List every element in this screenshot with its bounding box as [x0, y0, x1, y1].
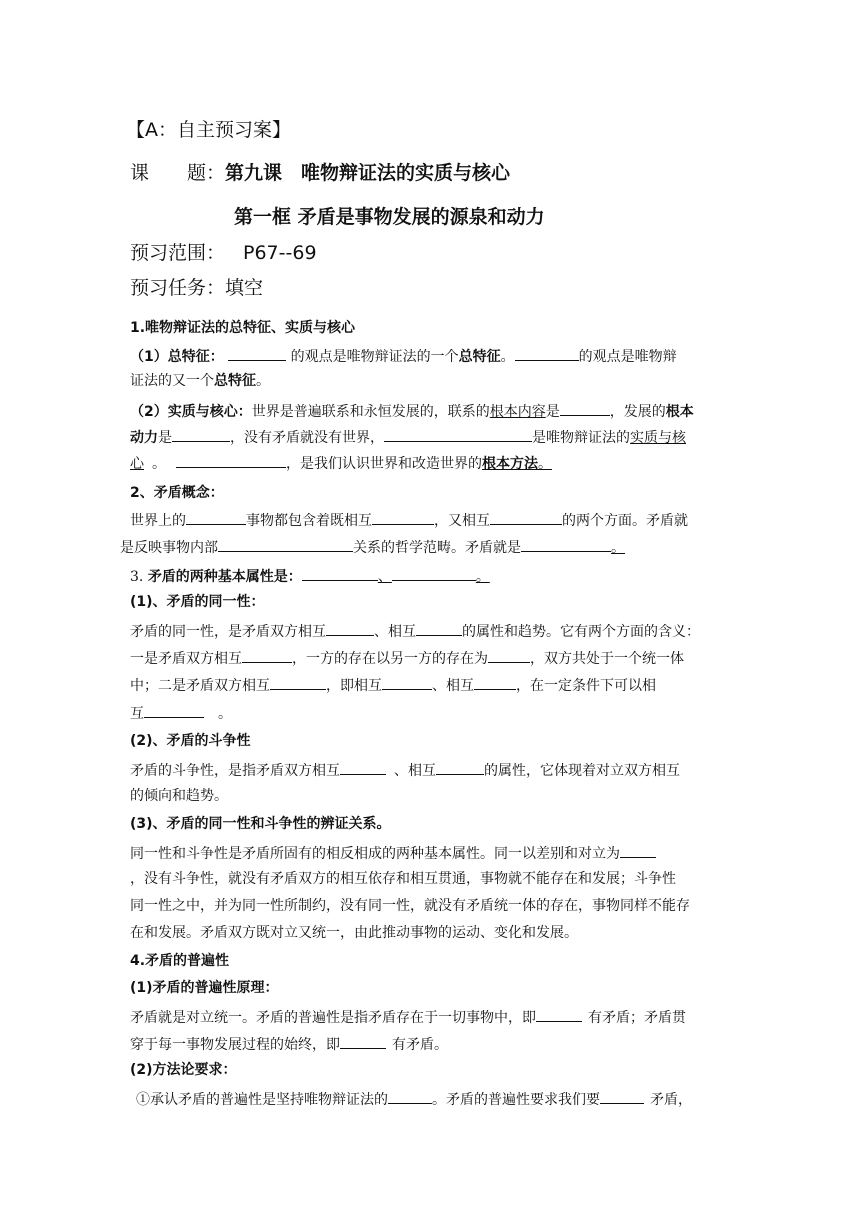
s4-o2: [130, 1033, 448, 1055]
section-2-title: 2、矛盾概念：: [130, 485, 224, 501]
blank[interactable]: [560, 400, 610, 416]
blank[interactable]: [474, 674, 516, 690]
blank[interactable]: [326, 620, 374, 636]
text: 证法的又一个: [130, 373, 214, 389]
text: 、相互: [432, 678, 474, 694]
s3-l1: [130, 620, 700, 642]
text: 是: [545, 404, 560, 420]
frame-title: 第一框 矛盾是事物发展的源泉和动力: [234, 206, 545, 228]
task-line: 预习任务：填空: [130, 277, 264, 299]
text: ①承认矛盾的普遍性是坚持唯物辩证法的: [136, 1092, 388, 1108]
course-line: [130, 160, 510, 186]
blank[interactable]: [176, 452, 286, 468]
blank[interactable]: [186, 509, 246, 525]
text: 中；二是矛盾双方相互: [130, 678, 270, 694]
blank[interactable]: [340, 759, 386, 775]
text: ，双方共处于一个统一体: [530, 651, 684, 667]
text: 的观点是唯物辩: [578, 349, 677, 365]
text: 的观点是唯物辩证法的一个: [290, 349, 459, 365]
s4-sub2: (2)方法论要求：: [130, 1062, 237, 1078]
text: 有矛盾；矛盾贯: [588, 1010, 686, 1026]
text: 矛盾的同一性，是矛盾双方相互: [130, 624, 326, 640]
s4-o1: [130, 1006, 686, 1028]
s1-para2-line2: [130, 426, 686, 448]
blank[interactable]: [620, 842, 656, 858]
blank[interactable]: [340, 1033, 386, 1049]
text: 。: [218, 706, 232, 722]
text: 的属性，它体现着对立双方相互: [484, 763, 680, 779]
blank[interactable]: [436, 759, 484, 775]
course-label: 课 题：: [130, 162, 226, 184]
bold-term: 动力: [130, 430, 158, 446]
blank[interactable]: [270, 674, 326, 690]
s3-l4: [130, 702, 232, 724]
blank[interactable]: [172, 426, 230, 442]
text: 是: [158, 430, 172, 446]
blank[interactable]: [521, 536, 611, 552]
section-1-title: 1.唯物辩证法的总特征、实质与核心: [130, 320, 356, 336]
blank[interactable]: [488, 647, 530, 663]
blank[interactable]: [382, 674, 432, 690]
underlined-term: 实质与核: [630, 430, 686, 446]
course-title: 第九课 唯物辩证法的实质与核心: [225, 162, 511, 184]
text: 世界上的: [130, 513, 186, 529]
s1-para2-line1: [130, 400, 694, 422]
text: ，发展的: [609, 404, 666, 420]
section-3-title: [130, 565, 490, 587]
range-value: P67--69: [243, 242, 317, 264]
text: 是唯物辩证法的: [532, 430, 630, 446]
text: ，没有矛盾就没有世界，: [230, 430, 384, 446]
text: ，即相互: [326, 678, 382, 694]
text: 的属性和趋势。它有两个方面的含义：: [462, 624, 700, 640]
range-line: [130, 240, 317, 266]
text: 、: [377, 569, 392, 585]
s3-sub2: (2)、矛盾的斗争性: [130, 733, 251, 749]
text: ，一方的存在以另一方的存在为: [292, 651, 488, 667]
text: ，是我们认识世界和改造世界的: [286, 456, 482, 472]
text: 。: [152, 456, 166, 472]
s3-l2: [130, 647, 684, 669]
s4-sub1: (1)矛盾的普遍性原理：: [130, 980, 279, 996]
text: 穿于每一事物发展过程的始终，即: [130, 1037, 340, 1053]
text: 矛盾，: [650, 1092, 692, 1108]
bold-term: 总特征: [214, 373, 256, 389]
blank[interactable]: [228, 345, 286, 361]
text: 、相互: [394, 763, 436, 779]
text: 。: [256, 373, 270, 389]
section-4-title: 4.矛盾的普遍性: [130, 953, 230, 969]
blank[interactable]: [372, 509, 434, 525]
s3-l3: [130, 674, 656, 696]
s3-sub3: (3)、矛盾的同一性和斗争性的辨证关系。: [130, 816, 391, 832]
text: 一是矛盾双方相互: [130, 651, 242, 667]
blank[interactable]: [302, 565, 378, 581]
bold-term: 根本方法: [482, 456, 538, 472]
text: 矛盾就是对立统一。矛盾的普遍性是指矛盾存在于一切事物中，即: [130, 1010, 536, 1026]
text: 同一性和斗争性是矛盾所固有的相反相成的两种基本属性。同一以差别和对立为: [130, 846, 620, 862]
section-tag: 【A：自主预习案】: [126, 119, 291, 141]
s3-m2: 的倾向和趋势。: [130, 788, 228, 804]
bold-term: 总特征: [458, 349, 501, 365]
blank[interactable]: [218, 536, 353, 552]
text: ，又相互: [434, 513, 490, 529]
text: ，在一定条件下可以相: [516, 678, 656, 694]
blank[interactable]: [388, 1088, 432, 1104]
range-label: 预习范围：: [130, 242, 226, 264]
blank[interactable]: [515, 345, 579, 361]
bold-title: 矛盾的两种基本属性是：: [147, 569, 302, 585]
blank[interactable]: [416, 620, 462, 636]
text: 矛盾的斗争性，是指矛盾双方相互: [130, 763, 340, 779]
s1-para1-line1: [130, 345, 730, 367]
s4-q1: [136, 1088, 692, 1110]
text: 互: [130, 706, 144, 722]
text: 有矛盾。: [392, 1037, 448, 1053]
text: 3.: [130, 569, 148, 585]
s2-line1: [130, 509, 730, 531]
underlined-term: 根本内容: [489, 404, 546, 420]
blank[interactable]: [536, 1006, 582, 1022]
text: 。: [538, 456, 552, 472]
blank[interactable]: [600, 1088, 644, 1104]
s3-m1: [130, 759, 680, 781]
p1-label: （1）总特征：: [130, 349, 224, 365]
text: 。: [475, 569, 490, 585]
s3-n1: [130, 842, 656, 864]
blank[interactable]: [490, 509, 562, 525]
s3-n3: 同一性之中，并为同一性所制约，没有同一性，就没有矛盾统一体的存在，事物同样不能存: [130, 898, 690, 914]
text: 的两个方面。矛盾就: [562, 513, 688, 529]
s3-sub1: (1)、矛盾的同一性：: [130, 594, 265, 610]
text: 世界是普遍联系和永恒发展的，联系的: [251, 404, 490, 420]
p2-label: （2）实质与核心：: [130, 404, 252, 420]
s1-para1-line2: [130, 371, 270, 391]
s1-para2-line3: [130, 452, 552, 474]
blank[interactable]: [144, 702, 204, 718]
text: 。矛盾的普遍性要求我们要: [432, 1092, 600, 1108]
text: 。: [611, 540, 625, 556]
blank[interactable]: [242, 647, 292, 663]
text: 、相互: [374, 624, 416, 640]
underlined-term: 心: [130, 456, 144, 472]
text: 是反映事物内部: [120, 540, 218, 556]
text: 事物都包含着既相互: [246, 513, 372, 529]
text: 。: [500, 349, 515, 365]
text: 关系的哲学范畴。矛盾就是: [353, 540, 521, 556]
bold-term: 根本: [665, 404, 694, 420]
blank[interactable]: [392, 565, 476, 581]
s2-line2: [120, 536, 625, 558]
s3-n4: 在和发展。矛盾双方既对立又统一，由此推动事物的运动、变化和发展。: [130, 925, 578, 941]
blank[interactable]: [384, 426, 532, 442]
s3-n2: ，没有斗争性，就没有矛盾双方的相互依存和相互贯通，事物就不能存在和发展；斗争性: [130, 871, 676, 887]
